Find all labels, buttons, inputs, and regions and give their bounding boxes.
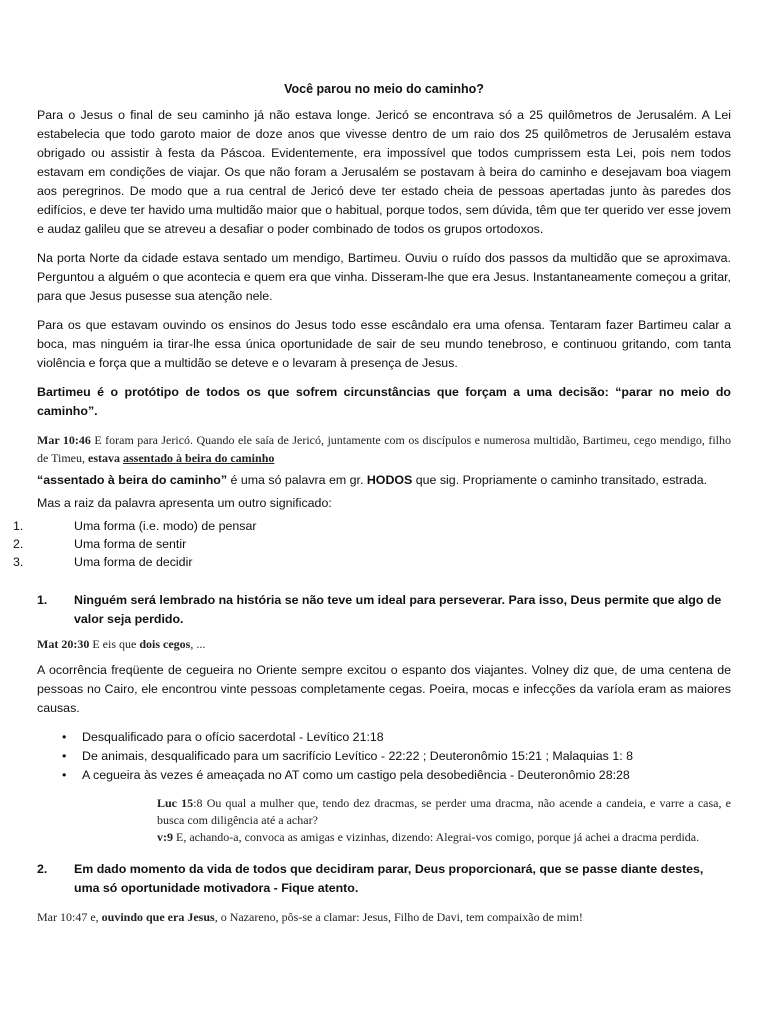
list-item xyxy=(37,766,731,785)
paragraph-crowd: Para os que estavam ouvindo os ensinos do Jesus todo esse escândalo era uma ofensa. Tentaram fazer Bartimeu calar a boca, mas ninguém ia tirar-lhe essa única oportunidade de sair de seu mundo tenebroso, e continuou gritando, com tanta violência e força que a multidão se deteve e o levaram à presença de Jesus. xyxy=(37,318,731,370)
list-item xyxy=(13,535,731,553)
list-item xyxy=(37,728,731,747)
bullet-icon: • xyxy=(62,768,67,782)
list-number: 2. xyxy=(13,537,24,551)
list-number: 1. xyxy=(37,593,48,607)
quote-verse-9 xyxy=(157,829,731,846)
list-item-text: Uma forma (i.e. modo) de pensar xyxy=(74,519,257,533)
paragraph-intro: Para o Jesus o final de seu caminho já não estava longe. Jericó se encontrava só a 25 quilômetros de Jerusalém. A Lei estabelecia que todo garoto maior de doze anos que vivesse dentro de um raio dos 25 quilômetros de Jerusalém estava obrigado ou assistir à festa da Páscoa. Evidentemente, era impossível que todos cumprissem esta Lei, pois nem todos estavam em condições de viajar. Os que não foram a Jerusalém se postavam à beira do caminho e desejavam boa viagem aos peregrinos. De modo que a rua central de Jericó deve ter estado cheia de pessoas apertadas junto às paredes dos edifícios, e deve ter havido uma multidão maior que o habitual, porque todos, sem dúvida, têm que ter querido ver esse jovem e audaz galileu que se atreveu a desafiar o poder combinado de todos os grupos ortodoxos. xyxy=(37,108,731,236)
list-item xyxy=(37,747,731,766)
point-two xyxy=(37,860,731,898)
verse-end: , ... xyxy=(190,637,206,651)
verse-underlined: assentado à beira do caminho xyxy=(123,451,275,465)
verse-reference-suffix: :8 xyxy=(193,796,203,810)
verse-mar-10-47 xyxy=(37,908,731,926)
verse-reference: Mar 10:46 xyxy=(37,433,91,447)
verse-reference: Mat 20:30 xyxy=(37,637,90,651)
list-item-text: Desqualificado para o ofício sacerdotal - Levítico 21:18 xyxy=(82,730,384,744)
verse-text: E, achando-a, convoca as amigas e vizinhas, dizendo: Alegrai-vos comigo, porque já achei a dracma perdida. xyxy=(173,830,700,844)
verse-text: E eis que xyxy=(89,637,140,651)
quote-luc-15 xyxy=(157,795,731,846)
list-item-text: Ninguém será lembrado na história se não teve um ideal para perseverar. Para isso, Deus permite que algo de valor seja perdido. xyxy=(74,593,722,626)
hodos-text-b: que sig. Propriamente o caminho transitado, estrada. xyxy=(412,473,708,487)
list-item xyxy=(37,860,731,898)
list-item-text: De animais, desqualificado para um sacrifício Levítico - 22:22 ; Deuteronômio 15:21 ; Malaquias 1: 8 xyxy=(82,749,633,763)
blindness-bullets xyxy=(37,728,731,785)
document-title: Você parou no meio do caminho? xyxy=(284,82,484,96)
list-item-text: Uma forma de sentir xyxy=(74,537,187,551)
list-item xyxy=(13,553,731,571)
paragraph-hodos xyxy=(37,471,731,490)
list-item-text: Em dado momento da vida de todos que decidiram parar, Deus proporcionará, que se passe diante destes, uma só oportunidade motivadora - Fique atento. xyxy=(74,862,704,895)
paragraph-prototype: Bartimeu é o protótipo de todos os que sofrem circunstâncias que forçam a uma decisão: “parar no meio do caminho”. xyxy=(37,385,731,418)
verse-text: Ou qual a mulher que, tendo dez dracmas, se perder uma dracma, não acende a candeia, e varre a casa, e busca com diligência até a achar? xyxy=(157,796,731,827)
bullet-icon: • xyxy=(62,730,67,744)
verse-reference: Luc 15 xyxy=(157,796,194,810)
verse-bold: ouvindo que era Jesus xyxy=(101,910,215,924)
verse-bold: dois cegos xyxy=(139,637,191,651)
list-number: 3. xyxy=(13,555,24,569)
list-item-text: A cegueira às vezes é ameaçada no AT como um castigo pela desobediência - Deuteronômio 28:28 xyxy=(82,768,630,782)
hodos-phrase: “assentado à beira do caminho” xyxy=(37,473,228,487)
hodos-text-a: é uma só palavra em gr. xyxy=(227,473,367,487)
verse-reference: v:9 xyxy=(157,830,173,844)
verse-mar-10-46 xyxy=(37,431,731,467)
verse-text-a: e, xyxy=(87,910,102,924)
verse-mat-20-30 xyxy=(37,635,731,653)
paragraph-bartimeu: Na porta Norte da cidade estava sentado um mendigo, Bartimeu. Ouviu o ruído dos passos da multidão que se aproximava. Perguntou a alguém o que acontecia e quem era que vinha. Disseram-lhe que era Jesus. Instantaneamente começou a gritar, para que Jesus pusesse sua atenção nele. xyxy=(37,251,731,303)
bullet-icon: • xyxy=(62,749,67,763)
paragraph-blindness: A ocorrência freqüente de cegueira no Oriente sempre excitou o espanto dos viajantes. Volney diz que, de uma centena de pessoas no Cairo, ele encontrou vinte pessoas completamente cegas. Poeira, mocas e infecções da varíola eram as maiores causas. xyxy=(37,663,731,715)
list-number: 1. xyxy=(13,519,24,533)
paragraph-root-meaning: Mas a raiz da palavra apresenta um outro significado: xyxy=(37,496,332,510)
verse-bold: estava xyxy=(88,451,121,465)
quote-verse-8 xyxy=(157,795,731,829)
meanings-list xyxy=(13,517,731,571)
list-number: 2. xyxy=(37,862,48,876)
list-item xyxy=(37,591,731,629)
verse-reference: Mar 10:47 xyxy=(37,910,88,924)
verse-text-b: , o Nazareno, pôs-se a clamar: Jesus, Filho de Davi, tem compaixão de mim! xyxy=(214,910,583,924)
hodos-word: HODOS xyxy=(366,473,413,487)
list-item xyxy=(13,517,731,535)
list-item-text: Uma forma de decidir xyxy=(74,555,193,569)
verse-text: E foram para Jericó. Quando ele saía de Jericó, juntamente com os discípulos e numerosa multidão, Bartimeu, cego mendigo, filho de Timeu, xyxy=(37,433,731,465)
point-one xyxy=(37,591,731,629)
